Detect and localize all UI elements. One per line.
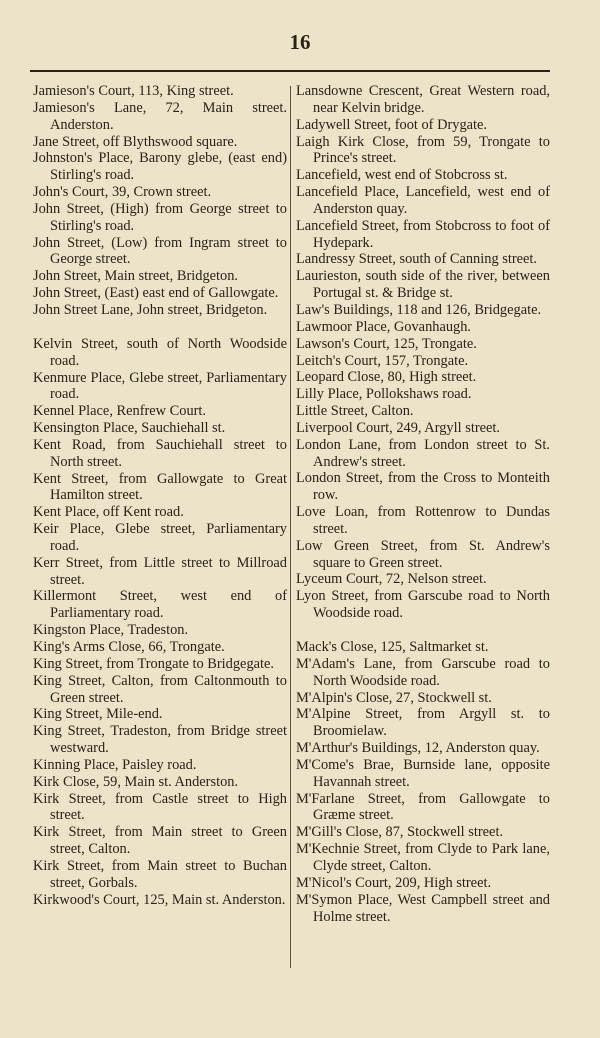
- street-entry: John Street, (East) east end of Gallowgate.: [33, 285, 279, 302]
- street-entry: Kirk Street, from Main street to Buchan street, Gorbals.: [33, 857, 287, 891]
- street-entry: John's Court, 39, Crown street.: [33, 184, 212, 201]
- street-entry: Kent Place, off Kent road.: [33, 504, 184, 521]
- street-entry: M'Nicol's Court, 209, High street.: [296, 874, 492, 891]
- street-entry: Lancefield Street, from Stobcross to foot of Hydepark.: [296, 217, 550, 251]
- page-number: 16: [289, 30, 311, 54]
- street-entry: Ladywell Street, foot of Drygate.: [296, 116, 488, 133]
- street-entry: Kirk Close, 59, Main st. Anderston.: [33, 773, 239, 790]
- street-entry: Kerr Street, from Little street to Millroad street.: [33, 554, 287, 588]
- street-entry: Kennel Place, Renfrew Court.: [33, 403, 207, 420]
- street-entry: Leopard Close, 80, High street.: [296, 369, 477, 386]
- street-entry: John Street, (Low) from Ingram street to George street.: [33, 234, 287, 268]
- street-entry: Lancefield Place, Lancefield, west end of Anderston quay.: [296, 184, 550, 217]
- street-entry: M'Kechnie Street, from Clyde to Park lane, Clyde street, Calton.: [296, 841, 550, 874]
- right-column: [296, 83, 550, 925]
- street-entry: Love Loan, from Rottenrow to Dundas street.: [296, 504, 550, 537]
- street-entry: Lyceum Court, 72, Nelson street.: [296, 571, 487, 588]
- street-entry: King Street, Mile-end.: [33, 706, 163, 723]
- street-entry: Kenmure Place, Glebe street, Parliamentary road.: [33, 369, 287, 403]
- street-entry: Lawmoor Place, Govanhaugh.: [296, 318, 472, 335]
- street-entry: Lancefield, west end of Stobcross st.: [296, 167, 508, 184]
- street-entry: King Street, Tradeston, from Bridge street westward.: [33, 723, 287, 757]
- section-gap: [296, 622, 550, 639]
- street-entry: Lilly Place, Pollokshaws road.: [296, 386, 472, 403]
- street-entry: M'Arthur's Buildings, 12, Anderston quay.: [296, 740, 540, 757]
- street-entry: Laurieston, south side of the river, between Portugal st. & Bridge st.: [296, 268, 550, 302]
- street-entry: Kelvin Street, south of North Woodside road.: [33, 335, 287, 369]
- street-entry: Law's Buildings, 118 and 126, Bridgegate.: [296, 301, 542, 318]
- street-entry: Kensington Place, Sauchiehall st.: [33, 420, 226, 437]
- street-entry: M'Alpine Street, from Argyll st. to Broomielaw.: [296, 706, 550, 740]
- street-entry: Liverpool Court, 249, Argyll street.: [296, 419, 500, 436]
- street-entry: M'Gill's Close, 87, Stockwell street.: [296, 824, 504, 841]
- street-entry: Laigh Kirk Close, from 59, Trongate to Prince's street.: [296, 133, 550, 167]
- street-entry: Leitch's Court, 157, Trongate.: [296, 352, 469, 369]
- street-entry: Low Green Street, from St. Andrew's square to Green street.: [296, 537, 550, 571]
- street-entry: Jamieson's Lane, 72, Main street. Anderston.: [33, 99, 287, 133]
- left-column: [33, 83, 287, 909]
- street-entry: King Street, Calton, from Caltonmouth to Green street.: [33, 672, 287, 706]
- street-entry: King Street, from Trongate to Bridgegate.: [33, 655, 275, 672]
- street-entry: London Street, from the Cross to Monteith row.: [296, 470, 550, 504]
- street-entry: Landressy Street, south of Canning street.: [296, 251, 537, 268]
- street-entry: London Lane, from London street to St. Andrew's street.: [296, 436, 550, 470]
- street-entry: Kent Road, from Sauchiehall street to North street.: [33, 436, 287, 470]
- street-entry: John Street, Main street, Bridgeton.: [33, 268, 239, 285]
- street-entry: Lansdowne Crescent, Great Western road, near Kelvin bridge.: [296, 83, 550, 116]
- street-entry: M'Farlane Street, from Gallowgate to Græme street.: [296, 790, 550, 824]
- street-entry: Kingston Place, Tradeston.: [33, 622, 189, 639]
- street-entry: Jamieson's Court, 113, King street.: [33, 83, 234, 99]
- street-entry: Lyon Street, from Garscube road to North Woodside road.: [296, 588, 550, 622]
- street-entry: Kent Street, from Gallowgate to Great Hamilton street.: [33, 470, 287, 504]
- street-entry: M'Adam's Lane, from Garscube road to North Woodside road.: [296, 655, 550, 689]
- street-entry: Kinning Place, Paisley road.: [33, 756, 197, 773]
- street-entry: Kirkwood's Court, 125, Main st. Anderston.: [33, 891, 286, 908]
- column-divider: [290, 86, 291, 968]
- street-entry: M'Alpin's Close, 27, Stockwell st.: [296, 689, 492, 706]
- header-rule: [30, 70, 550, 72]
- street-entry: Johnston's Place, Barony glebe, (east end) Stirling's road.: [33, 150, 287, 184]
- street-entry: Mack's Close, 125, Saltmarket st.: [296, 639, 489, 655]
- street-entry: King's Arms Close, 66, Trongate.: [33, 639, 225, 655]
- section-gap: [33, 319, 287, 336]
- street-entry: Keir Place, Glebe street, Parliamentary road.: [33, 521, 287, 554]
- street-entry: John Street, (High) from George street to Stirling's road.: [33, 200, 287, 234]
- street-entry: Jane Street, off Blythswood square.: [33, 133, 238, 150]
- street-entry: John Street Lane, John street, Bridgeton.: [33, 301, 268, 318]
- street-entry: Little Street, Calton.: [296, 403, 414, 420]
- street-entry: Kirk Street, from Castle street to High street.: [33, 790, 287, 824]
- street-entry: Killermont Street, west end of Parliamentary road.: [33, 588, 287, 622]
- street-entry: Kirk Street, from Main street to Green street, Calton.: [33, 824, 287, 858]
- street-entry: M'Symon Place, West Campbell street and Holme street.: [296, 891, 550, 925]
- street-entry: Lawson's Court, 125, Trongate.: [296, 335, 477, 352]
- street-entry: M'Come's Brae, Burnside lane, opposite Havannah street.: [296, 756, 550, 790]
